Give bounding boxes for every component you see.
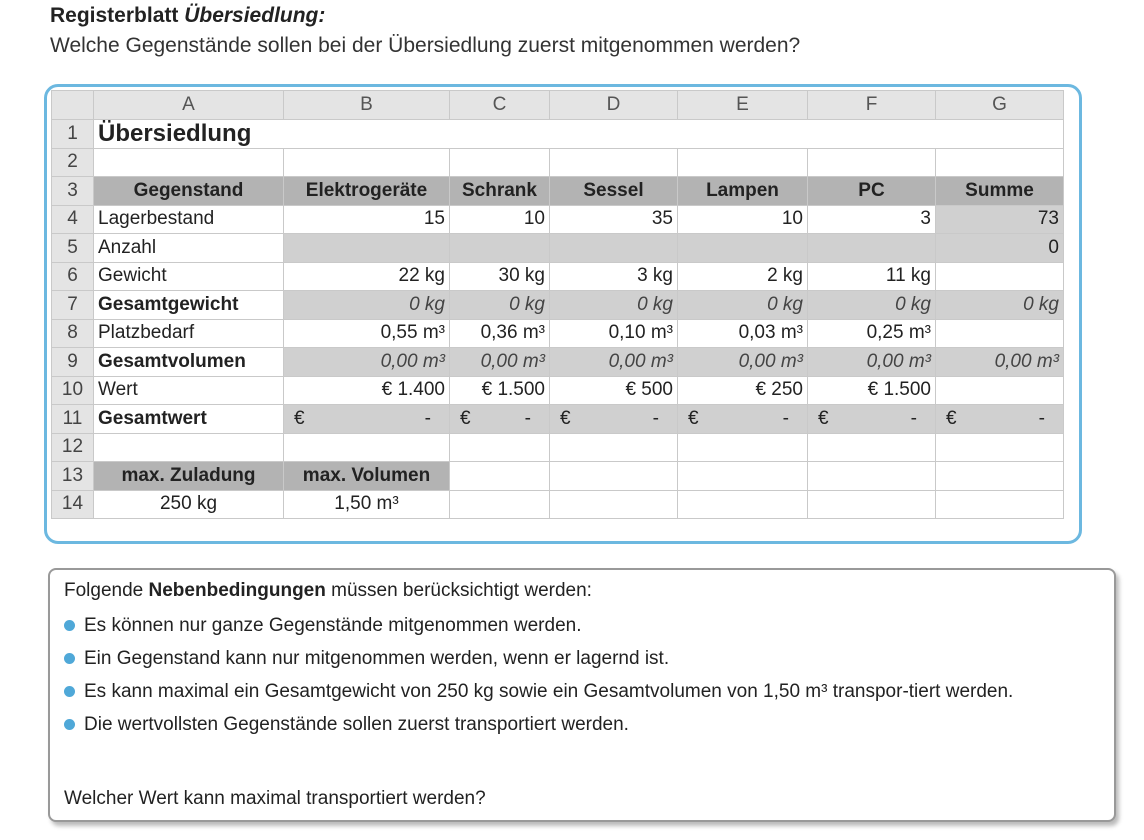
cell-gesamtwert-schrank[interactable] [450,405,550,434]
cell[interactable] [284,148,450,177]
list-item: Die wertvollsten Gegenstände sollen zuerst transportiert werden. [62,713,1102,737]
cell[interactable] [936,376,1064,405]
row-header-1[interactable]: 1 [52,119,94,148]
sheet-title-cell[interactable]: Übersiedlung [94,119,1064,148]
cell[interactable] [550,462,678,491]
cell-lagerbestand-pc[interactable]: 3 [808,205,936,234]
column-header-a[interactable]: A [94,91,284,120]
label-wert[interactable]: Wert [94,376,284,405]
cell-wert-pc[interactable]: € 1.500 [808,376,936,405]
final-question: Welcher Wert kann maximal transportiert werden? [64,788,486,809]
cell-gesamtwert-lampen[interactable] [678,405,808,434]
bullet-icon [64,620,75,631]
table-row [52,376,1064,405]
dash-value: - [910,407,917,429]
currency-symbol: € [946,407,957,429]
header-cell-schrank[interactable]: Schrank [450,177,550,206]
cell[interactable] [808,462,936,491]
bullet-icon [64,719,75,730]
cell[interactable] [678,148,808,177]
cell[interactable] [550,433,678,462]
header-cell-pc[interactable]: PC [808,177,936,206]
cell[interactable] [284,433,450,462]
table-row [52,177,1064,206]
cell-gewicht-schrank[interactable]: 30 kg [450,262,550,291]
cell-gesamtvolumen-sessel[interactable]: 0,00 m³ [550,348,678,377]
cell[interactable] [678,490,808,519]
header-cell-elektrogeraete[interactable]: Elektrogeräte [284,177,450,206]
header-cell-max-zuladung[interactable]: max. Zuladung [94,462,284,491]
cell-max-zuladung-value[interactable]: 250 kg [94,490,284,519]
cell-gewicht-sessel[interactable]: 3 kg [550,262,678,291]
dash-value: - [424,407,431,429]
cell[interactable] [94,148,284,177]
list-item: Es können nur ganze Gegenstände mitgenommen werden. [62,614,1102,638]
dash-value: - [652,407,659,429]
cell[interactable] [936,319,1064,348]
list-item: Ein Gegenstand kann nur mitgenommen werden, wenn er lagernd ist. [62,647,1102,671]
cell[interactable] [936,262,1064,291]
cell-lagerbestand-sessel[interactable]: 35 [550,205,678,234]
cell-gesamtvolumen-pc[interactable]: 0,00 m³ [808,348,936,377]
cell[interactable] [550,148,678,177]
dash-value: - [524,407,531,429]
dash-value: - [782,407,789,429]
cell-anzahl-elektrogeraete[interactable] [284,234,450,263]
cell-gesamtwert-sessel[interactable] [550,405,678,434]
table-row [52,148,1064,177]
row-header-4[interactable]: 4 [52,205,94,234]
header-cell-sessel[interactable]: Sessel [550,177,678,206]
cell-lagerbestand-elektrogeraete[interactable]: 15 [284,205,450,234]
cell-gesamtgewicht-schrank[interactable]: 0 kg [450,291,550,320]
label-anzahl[interactable]: Anzahl [94,234,284,263]
row-header-10[interactable]: 10 [52,376,94,405]
currency-symbol: € [688,407,699,429]
cell-gesamtgewicht-pc[interactable]: 0 kg [808,291,936,320]
header-cell-gegenstand[interactable]: Gegenstand [94,177,284,206]
cell-platzbedarf-lampen[interactable]: 0,03 m³ [678,319,808,348]
cell[interactable] [936,462,1064,491]
label-gesamtwert[interactable]: Gesamtwert [94,405,284,434]
row-header-13[interactable]: 13 [52,462,94,491]
cell-gewicht-elektrogeraete[interactable]: 22 kg [284,262,450,291]
cell-platzbedarf-sessel[interactable]: 0,10 m³ [550,319,678,348]
cell-gesamtwert-summe[interactable] [936,405,1064,434]
cell-gewicht-pc[interactable]: 11 kg [808,262,936,291]
label-gewicht[interactable]: Gewicht [94,262,284,291]
row-header-8[interactable]: 8 [52,319,94,348]
spreadsheet-grid [51,90,1064,519]
column-header-d[interactable]: D [550,91,678,120]
row-header-6[interactable]: 6 [52,262,94,291]
heading-prefix: Registerblatt [50,4,179,27]
dash-value: - [1038,407,1045,429]
cell-platzbedarf-pc[interactable]: 0,25 m³ [808,319,936,348]
table-row [52,433,1064,462]
cell-gesamtwert-elektrogeraete[interactable] [284,405,450,434]
cell-wert-schrank[interactable]: € 1.500 [450,376,550,405]
currency-symbol: € [460,407,471,429]
column-header-g[interactable]: G [936,91,1064,120]
task-question: Welche Gegenstände sollen bei der Übersiedlung zuerst mitgenommen werden? [50,34,801,57]
select-all-corner[interactable] [52,91,94,120]
cell[interactable] [450,490,550,519]
cell-gesamtgewicht-summe[interactable]: 0 kg [936,291,1064,320]
cell-lagerbestand-schrank[interactable]: 10 [450,205,550,234]
cell-wert-elektrogeraete[interactable]: € 1.400 [284,376,450,405]
row-header-9[interactable]: 9 [52,348,94,377]
bullet-icon [64,653,75,664]
cell[interactable] [94,433,284,462]
cell-gesamtvolumen-schrank[interactable]: 0,00 m³ [450,348,550,377]
row-header-12[interactable]: 12 [52,433,94,462]
cell-gewicht-lampen[interactable]: 2 kg [678,262,808,291]
cell-wert-lampen[interactable]: € 250 [678,376,808,405]
cell[interactable] [808,490,936,519]
constraints-box [48,568,1116,822]
constraints-list [62,614,1102,746]
cell-gesamtvolumen-elektrogeraete[interactable]: 0,00 m³ [284,348,450,377]
cell[interactable] [936,148,1064,177]
row-header-3[interactable]: 3 [52,177,94,206]
column-header-b[interactable]: B [284,91,450,120]
column-header-row [52,91,1064,120]
header-cell-max-volumen[interactable]: max. Volumen [284,462,450,491]
cell-platzbedarf-schrank[interactable]: 0,36 m³ [450,319,550,348]
cell-gesamtvolumen-summe[interactable]: 0,00 m³ [936,348,1064,377]
constraints-keyword: Nebenbedingungen [148,580,326,601]
table-row [52,234,1064,263]
list-item: Es kann maximal ein Gesamtgewicht von 250 kg sowie ein Gesamtvolumen von 1,50 m³ transpor-tiert werden. [62,680,1102,704]
heading-tab-name: Übersiedlung: [184,4,326,27]
column-header-e[interactable]: E [678,91,808,120]
label-lagerbestand[interactable]: Lagerbestand [94,205,284,234]
cell-wert-sessel[interactable]: € 500 [550,376,678,405]
table-row [52,490,1064,519]
cell-gesamtvolumen-lampen[interactable]: 0,00 m³ [678,348,808,377]
cell-gesamtgewicht-sessel[interactable]: 0 kg [550,291,678,320]
currency-symbol: € [818,407,829,429]
label-gesamtgewicht[interactable]: Gesamtgewicht [94,291,284,320]
cell[interactable] [936,433,1064,462]
table-row [52,348,1064,377]
cell-anzahl-lampen[interactable] [678,234,808,263]
table-row [52,462,1064,491]
table-row [52,291,1064,320]
cell-anzahl-pc[interactable] [808,234,936,263]
cell[interactable] [450,148,550,177]
header-cell-lampen[interactable]: Lampen [678,177,808,206]
cell[interactable] [936,490,1064,519]
cell-anzahl-schrank[interactable] [450,234,550,263]
header-cell-summe[interactable]: Summe [936,177,1064,206]
row-header-5[interactable]: 5 [52,234,94,263]
cell-gesamtgewicht-elektrogeraete[interactable]: 0 kg [284,291,450,320]
spreadsheet-frame [44,84,1082,544]
table-row [52,119,1064,148]
cell[interactable] [808,433,936,462]
table-row [52,262,1064,291]
label-platzbedarf[interactable]: Platzbedarf [94,319,284,348]
cell[interactable] [678,433,808,462]
cell-gesamtwert-pc[interactable] [808,405,936,434]
cell-platzbedarf-elektrogeraete[interactable]: 0,55 m³ [284,319,450,348]
cell-max-volumen-value[interactable]: 1,50 m³ [284,490,450,519]
cell-anzahl-sessel[interactable] [550,234,678,263]
column-header-c[interactable]: C [450,91,550,120]
table-row [52,205,1064,234]
label-gesamtvolumen[interactable]: Gesamtvolumen [94,348,284,377]
row-header-14[interactable]: 14 [52,490,94,519]
page-heading [50,4,325,28]
cell-anzahl-summe[interactable]: 0 [936,234,1064,263]
cell[interactable] [450,462,550,491]
cell[interactable] [678,462,808,491]
currency-symbol: € [560,407,571,429]
row-header-11[interactable]: 11 [52,405,94,434]
row-header-2[interactable]: 2 [52,148,94,177]
cell-lagerbestand-lampen[interactable]: 10 [678,205,808,234]
cell-gesamtgewicht-lampen[interactable]: 0 kg [678,291,808,320]
cell[interactable] [450,433,550,462]
constraints-intro: Folgende Nebenbedingungen müssen berücksichtigt werden: [64,580,592,601]
table-row [52,319,1064,348]
cell[interactable] [808,148,936,177]
column-header-f[interactable]: F [808,91,936,120]
currency-symbol: € [294,407,305,429]
bullet-icon [64,686,75,697]
table-row [52,405,1064,434]
cell[interactable] [550,490,678,519]
cell-lagerbestand-summe[interactable]: 73 [936,205,1064,234]
row-header-7[interactable]: 7 [52,291,94,320]
